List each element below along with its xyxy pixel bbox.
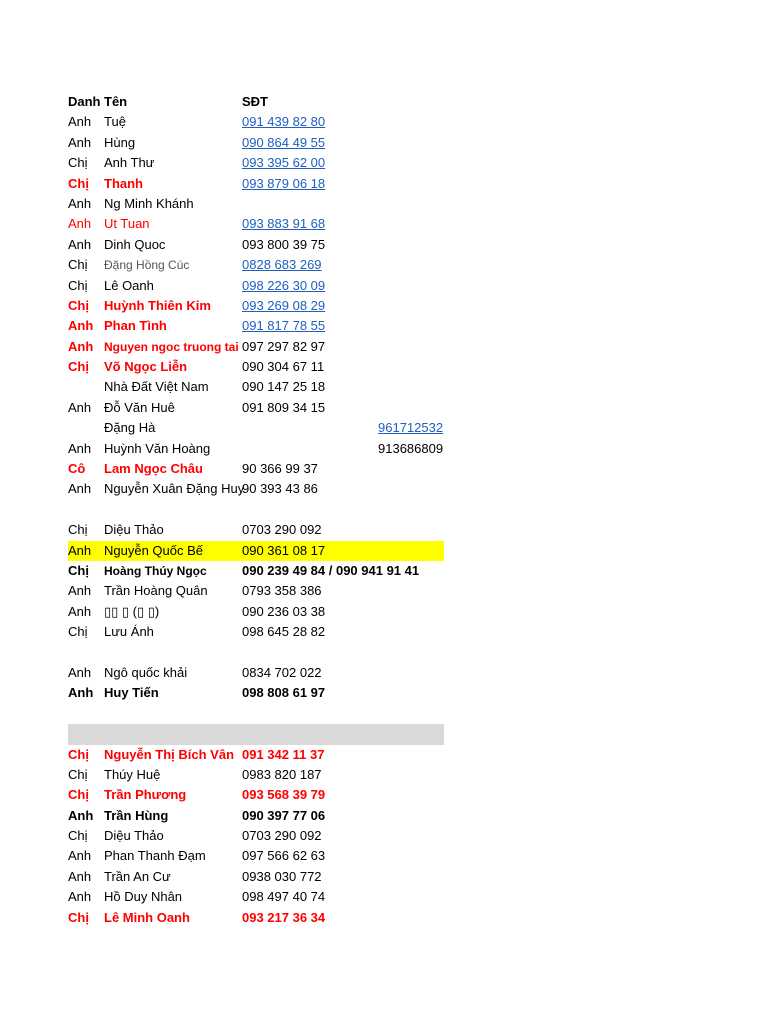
table-row (68, 255, 444, 275)
blank-row (68, 500, 444, 520)
table-row (68, 887, 444, 907)
cell-sdt: 090 397 77 06 (242, 807, 326, 823)
table-row (68, 235, 444, 255)
table-row (68, 316, 444, 336)
table-row (68, 541, 444, 561)
table-row (68, 846, 444, 866)
cell-ten: Phan Tình (104, 318, 167, 334)
cell-ten: Diệu Thảo (104, 828, 164, 844)
cell-ten: Lam Ngọc Châu (104, 461, 203, 477)
cell-danh: Anh (68, 481, 92, 497)
cell-danh: Chị (68, 175, 89, 191)
table-row (68, 276, 444, 296)
cell-danh: Anh (68, 685, 94, 701)
cell-sdt: 090 239 49 84 / 090 941 91 41 (242, 562, 420, 578)
cell-sdt: 098 808 61 97 (242, 685, 326, 701)
cell-sdt: 90 366 99 37 (242, 461, 318, 477)
cell-danh: Chị (68, 766, 88, 782)
cell-danh: Chị (68, 257, 88, 273)
table-row (68, 520, 444, 540)
cell-danh: Chị (68, 562, 89, 578)
cell-danh: Chị (68, 624, 88, 640)
contact-sheet (68, 92, 444, 928)
cell-danh: Anh (68, 603, 92, 619)
phone-link[interactable]: 093 395 62 00 (242, 155, 326, 171)
cell-ten: Lê Minh Oanh (104, 909, 190, 925)
cell-danh: Chị (68, 828, 88, 844)
cell-sdt: 098 645 28 82 (242, 624, 326, 640)
phone-link[interactable]: 098 226 30 09 (242, 277, 326, 293)
separator-band (68, 724, 444, 744)
table-row (68, 785, 444, 805)
cell-ten: Hồ Duy Nhân (104, 889, 183, 905)
cell-danh: Chị (68, 909, 89, 925)
cell-ten: ▯▯ ▯ (▯ ▯) (104, 603, 160, 619)
cell-ten: Nguyễn Thị Bích Vân (104, 746, 235, 762)
cell-ten: Thúy Huệ (104, 766, 161, 782)
table-row (68, 214, 444, 234)
cell-sdt: 0793 358 386 (242, 583, 322, 599)
phone-link[interactable]: 0828 683 269 (242, 257, 322, 273)
cell-sdt: 091 342 11 37 (242, 746, 325, 762)
cell-sdt: 091 809 34 15 (242, 399, 326, 415)
phone-link[interactable]: 093 883 91 68 (242, 216, 326, 232)
table-row (68, 867, 444, 887)
cell-sdt: 098 497 40 74 (242, 889, 326, 905)
cell-ten: Diệu Thảo (104, 522, 164, 538)
cell-sdt: 093 800 39 75 (242, 236, 326, 252)
table-row (68, 561, 444, 581)
cell-danh: Anh (68, 807, 94, 823)
cell-sdt: 097 297 82 97 (242, 338, 326, 354)
cell-ten: Tuệ (104, 114, 126, 130)
cell-ten: Huỳnh Thiên Kim (104, 297, 211, 313)
phone-link[interactable]: 090 864 49 55 (242, 134, 326, 150)
cell-ten: Nhà Đất Việt Nam (104, 379, 209, 395)
table-row (68, 377, 444, 397)
cell-ten: Trần Hoàng Quân (104, 583, 208, 599)
table-row (68, 398, 444, 418)
cell-sdt: 097 566 62 63 (242, 848, 326, 864)
phone-link[interactable]: 091 817 78 55 (242, 318, 326, 334)
cell-danh: Anh (68, 216, 92, 232)
cell-sdt: 090 147 25 18 (242, 379, 326, 395)
table-row (68, 418, 444, 438)
cell-sdt: 093 217 36 34 (242, 909, 326, 925)
cell-sdt: 090 236 03 38 (242, 603, 326, 619)
table-row (68, 153, 444, 173)
cell-ten: Nguyễn Quốc Bế (104, 542, 204, 558)
cell-danh: Anh (68, 542, 92, 558)
table-row (68, 459, 444, 479)
cell-danh: Cô (68, 461, 86, 477)
cell-ten: Trần Hùng (104, 807, 169, 823)
cell-sdt: 0938 030 772 (242, 868, 322, 884)
cell-ten: Đặng Hồng Cúc (104, 258, 190, 273)
table-row (68, 337, 444, 357)
cell-sdt: 0834 702 022 (242, 664, 322, 680)
cell-ten: Trần An Cư (104, 868, 171, 884)
cell-ten: Võ Ngọc Liễn (104, 359, 188, 375)
cell-danh: Anh (68, 583, 92, 599)
cell-ten: Lê Oanh (104, 277, 154, 293)
cell-danh: Anh (68, 236, 92, 252)
cell-danh: Chị (68, 746, 89, 762)
cell-danh: Chị (68, 359, 89, 375)
table-row (68, 765, 444, 785)
cell-ten: Dinh Quoc (104, 236, 166, 252)
extra-phone-link[interactable]: 961712532 (378, 420, 444, 436)
header-sdt: SĐT (242, 94, 268, 109)
cell-danh: Anh (68, 868, 92, 884)
cell-danh: Chị (68, 155, 88, 171)
cell-ten: Nguyen ngoc truong tai (104, 339, 239, 354)
cell-extra: 913686809 (378, 440, 444, 456)
phone-link[interactable]: 091 439 82 80 (242, 114, 326, 130)
table-row (68, 439, 444, 459)
cell-ten: Ngô quốc khải (104, 664, 188, 680)
phone-link[interactable]: 093 879 06 18 (242, 175, 326, 191)
cell-ten: Nguyễn Xuân Đặng Huy (104, 481, 245, 497)
phone-link[interactable]: 093 269 08 29 (242, 297, 326, 313)
table-row (68, 826, 444, 846)
cell-sdt: 0703 290 092 (242, 522, 322, 538)
cell-sdt: 090 304 67 11 (242, 359, 325, 375)
cell-ten: Huy Tiến (104, 685, 159, 701)
table-row (68, 683, 444, 703)
cell-danh: Chị (68, 787, 89, 803)
cell-sdt: 0983 820 187 (242, 766, 322, 782)
table-row (68, 663, 444, 683)
table-row (68, 296, 444, 316)
blank-row (68, 643, 444, 663)
cell-danh: Chị (68, 277, 88, 293)
table-row (68, 622, 444, 642)
cell-sdt: 0703 290 092 (242, 828, 322, 844)
table-row (68, 908, 444, 928)
cell-danh: Anh (68, 889, 92, 905)
cell-danh: Anh (68, 114, 92, 130)
cell-danh: Anh (68, 664, 92, 680)
cell-ten: Ut Tuan (104, 216, 150, 232)
contact-rows (68, 112, 444, 928)
cell-danh: Anh (68, 134, 92, 150)
table-row (68, 602, 444, 622)
cell-sdt: 093 568 39 79 (242, 787, 326, 803)
table-row (68, 357, 444, 377)
table-row (68, 112, 444, 132)
cell-danh: Anh (68, 440, 92, 456)
cell-ten: Huỳnh Văn Hoàng (104, 440, 211, 456)
cell-ten: Đặng Hà (104, 420, 156, 436)
cell-ten: Trần Phương (104, 787, 187, 803)
blank-row (68, 704, 444, 724)
cell-danh: Chị (68, 297, 89, 313)
cell-ten: Ng Minh Khánh (104, 195, 194, 211)
table-row (68, 479, 444, 499)
cell-danh: Anh (68, 399, 92, 415)
table-row (68, 745, 444, 765)
header-row (68, 92, 444, 112)
cell-sdt: 090 361 08 17 (242, 542, 326, 558)
cell-ten: Hoàng Thúy Ngọc (104, 563, 207, 578)
cell-danh: Anh (68, 848, 92, 864)
cell-danh: Chị (68, 522, 88, 538)
cell-ten: Phan Thanh Đạm (104, 848, 206, 864)
header-danh: Danh (68, 94, 101, 109)
table-row (68, 806, 444, 826)
table-row (68, 133, 444, 153)
table-row (68, 581, 444, 601)
table-row (68, 194, 444, 214)
cell-sdt: 90 393 43 86 (242, 481, 318, 497)
cell-danh: Anh (68, 195, 92, 211)
cell-ten: Anh Thư (104, 155, 155, 171)
table-row (68, 174, 444, 194)
cell-danh: Anh (68, 338, 94, 354)
cell-ten: Đỗ Văn Huê (104, 399, 175, 415)
cell-danh: Anh (68, 318, 94, 334)
cell-ten: Lưu Ánh (104, 624, 154, 640)
cell-ten: Thanh (104, 175, 143, 191)
header-ten: Tên (104, 94, 128, 109)
cell-ten: Hùng (104, 134, 136, 150)
